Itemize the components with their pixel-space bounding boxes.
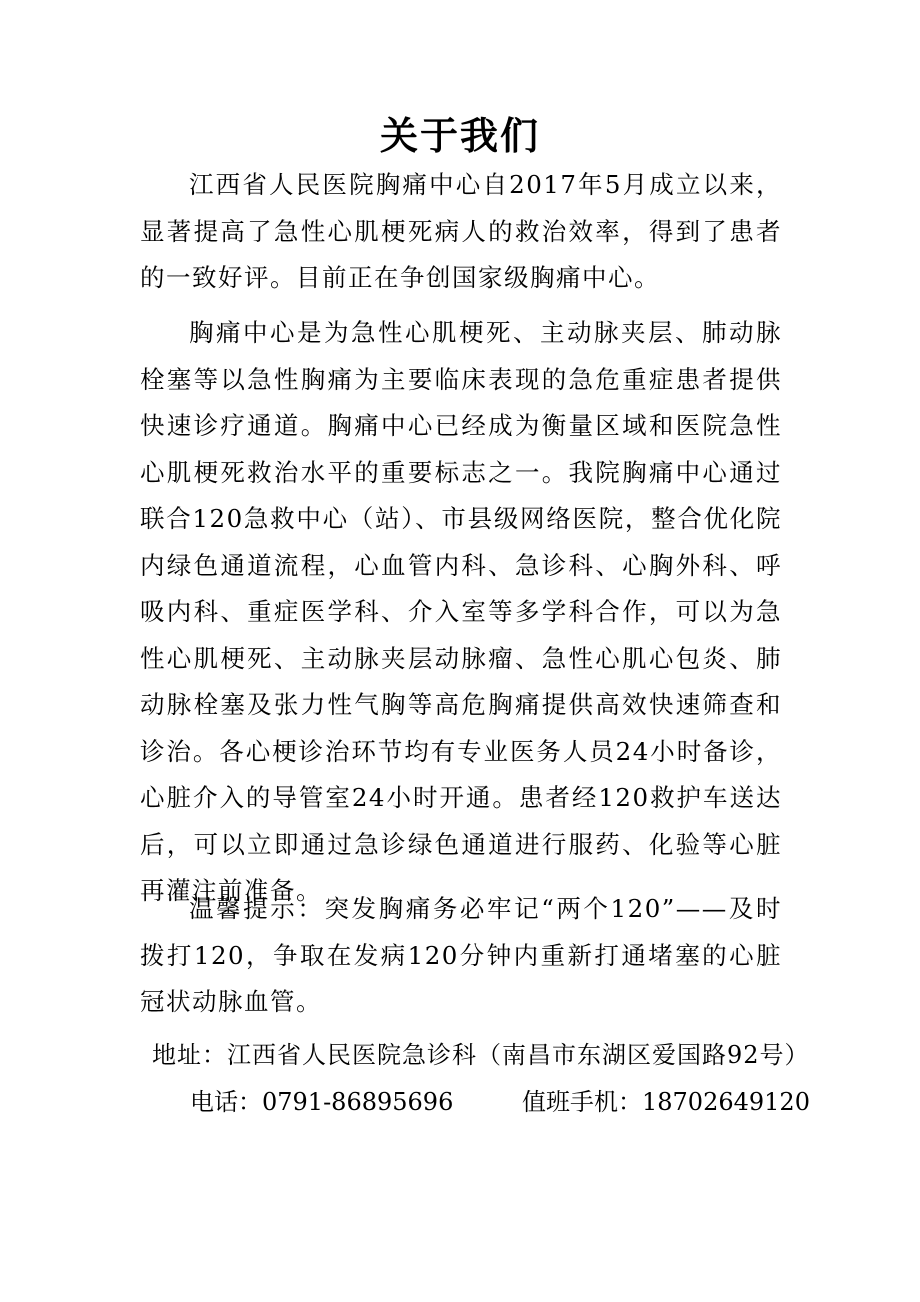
address-line: 地址：江西省人民医院急诊科（南昌市东湖区爱国路92号）: [152, 1041, 810, 1069]
tip-paragraph: 温馨提示：突发胸痛务必牢记“两个120”——及时拨打120，争取在发病120分钟内重新打通堵塞的心脏冠状动脉血管。: [140, 894, 782, 1016]
page-title: 关于我们: [379, 113, 540, 158]
phone-number: 电话：0791-86895696: [190, 1088, 454, 1116]
intro-paragraph: 江西省人民医院胸痛中心自2017年5月成立以来，显著提高了急性心肌梗死病人的救治效率，得到了患者的一致好评。目前正在争创国家级胸痛中心。: [140, 170, 782, 292]
duty-mobile-number: 值班手机：18702649120: [522, 1088, 810, 1116]
description-paragraph: 胸痛中心是为急性心肌梗死、主动脉夹层、肺动脉栓塞等以急性胸痛为主要临床表现的急危重症患者提供快速诊疗通道。胸痛中心已经成为衡量区域和医院急性心肌梗死救治水平的重要标志之一。我院胸痛中心通过联合120急救中心（站）、市县级网络医院，整合优化院内绿色通道流程，心血管内科、急诊科、心胸外科、呼吸内科、重症医学科、介入室等多学科合作，可以为急性心肌梗死、主动脉夹层动脉瘤、急性心肌心包炎、肺动脉栓塞及张力性气胸等高危胸痛提供高效快速筛查和诊治。各心梗诊治环节均有专业医务人员24小时备诊，心脏介入的导管室24小时开通。患者经120救护车送达后，可以立即通过急诊绿色通道进行服药、化验等心脏再灌注前准备。: [140, 318, 782, 905]
